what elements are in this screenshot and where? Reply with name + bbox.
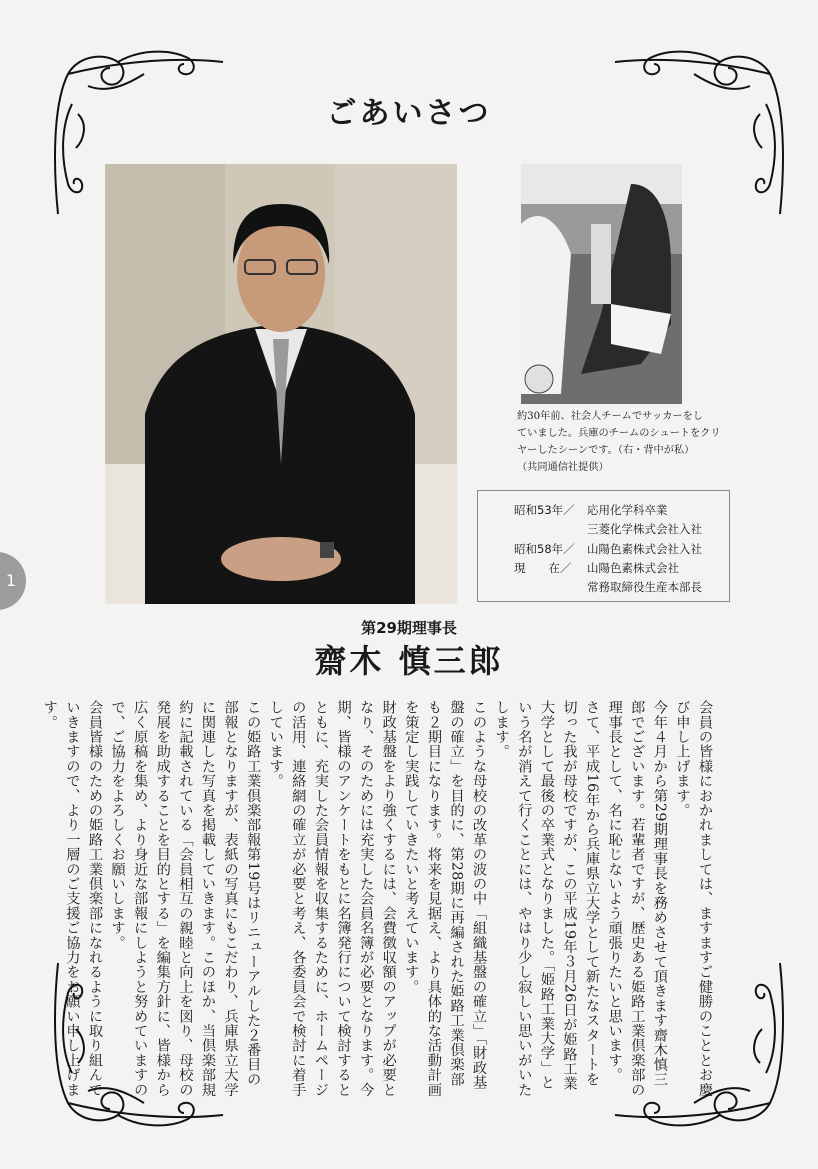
page-number: 1	[5, 571, 16, 590]
career-text: 応用化学科卒業	[587, 503, 668, 517]
career-text: 常務取締役生産本部長	[587, 580, 702, 594]
page-title: ごあいさつ	[326, 96, 492, 131]
body-paragraph: 財政基盤をより強くするには、会費徴収額のアップが必要となり、そのためには充実した会員名簿が必要となります。今期、皆様のアンケートをもとに名簿発行について検討するとともに、充実した会員情報を収集するために、ホームページの活用、連絡網の確立が必要と考え、各委員会で検討に着手しています。	[267, 700, 397, 1097]
body-paragraph: さて、平成16年から兵庫県立大学として新たなスタートを切った我が母校ですが、この平成19年３月26日が姫路工業大学として最後の卒業式となりました。「姫路工業大学」という名が消えて行くことには、やはり少し寂しい思いがいたします。	[493, 700, 601, 1097]
caption-line: ヤーしたシーンです。（右・背中が私）	[517, 445, 695, 456]
portrait-photo	[105, 164, 457, 604]
author-name: 齋木 慎三郎	[314, 642, 504, 680]
body-paragraph: 会員皆様のための姫路工業倶楽部になれるように取り組んでいきますので、より一層のご支援ご協力をお願い申し上げます。	[41, 700, 103, 1097]
body-paragraph: 会員の皆様におかれましては、ますますご健勝のこととお慶び申し上げます。	[674, 700, 713, 1097]
photo-caption	[517, 408, 721, 476]
page-number-tab	[0, 552, 26, 610]
career-date: 現 在／	[514, 561, 572, 575]
body-paragraph: 今年４月から第29期理事長を務めさせて頂きます齋木慎三郎でございます。若輩者ですが、歴史ある姫路工業倶楽部の理事長として、名に恥じないよう頑張りたいと思います。	[606, 700, 668, 1097]
career-date: 昭和58年／	[514, 542, 575, 556]
greeting-body	[41, 700, 716, 1100]
career-text: 山陽色素株式会社入社	[587, 542, 702, 556]
body-paragraph: このような母校の改革の波の中「組織基盤の確立」「財政基盤の確立」を目的に、第28期に再編された姫路工業倶楽部も２期目になります。将来を見据え、より具体的な活動計画を策定し実践していきたいと考えています。	[403, 700, 488, 1097]
career-box	[477, 490, 730, 602]
caption-line: （共同通信社提供）	[517, 462, 609, 473]
caption-line: 約30年前、社会人チームでサッカーをし	[517, 411, 703, 422]
author-role: 第29期理事長	[361, 619, 457, 637]
career-text: 三菱化学株式会社入社	[587, 522, 702, 536]
caption-line: ていました。兵庫のチームのシュートをクリ	[517, 428, 721, 439]
career-date: 昭和53年／	[514, 503, 575, 517]
career-text: 山陽色素株式会社	[587, 561, 679, 575]
body-paragraph: この姫路工業倶楽部報第19号はリニューアルした２番目の部報となりますが、表紙の写真にもこだわり、兵庫県立大学に関連した写真を掲載していきます。このほか、当倶楽部規約に記載されている「会員相互の親睦と向上を図り、母校の発展を助成することを目的とする」を編集方針に、皆様から広く原稿を集め、より身近な部報にしようと努めていますので、ご協力をよろしくお願いします。	[109, 700, 262, 1097]
soccer-photo	[521, 164, 682, 404]
